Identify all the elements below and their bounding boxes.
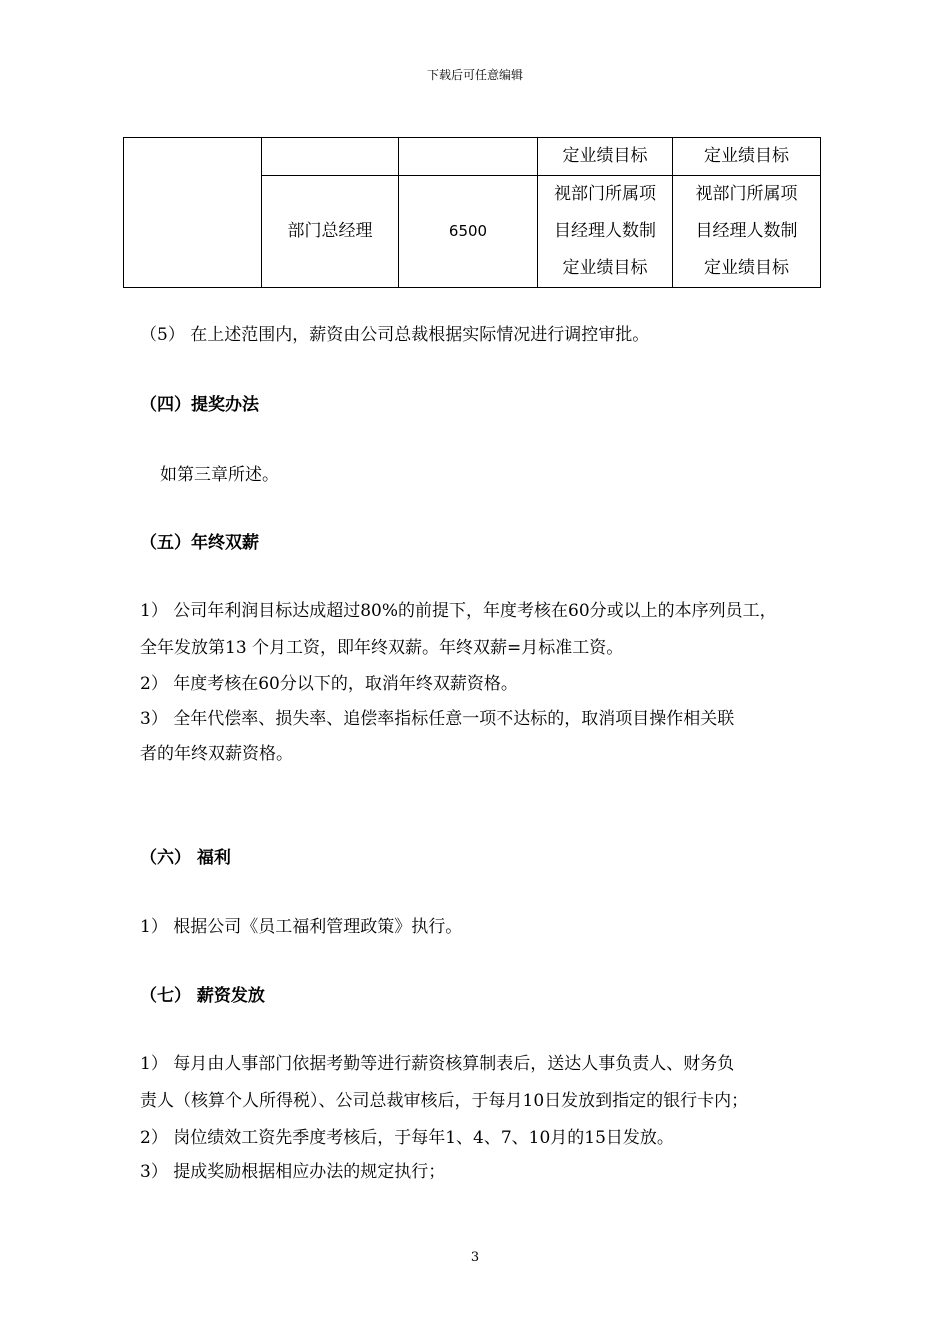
paragraph-line: 2） 岗位绩效工资先季度考核后，于每年1、4、7、10月的15日发放。	[140, 1128, 674, 1148]
paragraph: （5） 在上述范围内，薪资由公司总裁根据实际情况进行调控审批。	[140, 325, 650, 345]
section-heading: （六） 福利	[140, 848, 231, 868]
paragraph-line: 责人（核算个人所得税）、公司总裁审核后，于每月10日发放到指定的银行卡内；	[140, 1091, 749, 1111]
paragraph-line: 1） 公司年利润目标达成超过80%的前提下，年度考核在60分或以上的本序列员工，	[140, 601, 777, 621]
paragraph-line: 3） 全年代偿率、损失率、追偿率指标任意一项不达标的，取消项目操作相关联	[140, 709, 735, 729]
page-number: 3	[470, 1250, 480, 1265]
table-row	[124, 138, 821, 176]
cell-line: 目经理人数制	[554, 221, 656, 241]
paragraph-line: 者的年终双薪资格。	[140, 744, 293, 764]
cell-line: 目经理人数制	[695, 221, 798, 241]
cell-line: 定业绩目标	[562, 258, 648, 278]
paragraph-line: 2） 年度考核在60分以下的，取消年终双薪资格。	[140, 674, 518, 694]
paragraph-line: 全年发放第13 个月工资，即年终双薪。年终双薪=月标准工资。	[140, 638, 624, 658]
section-heading: （四）提奖办法	[140, 395, 259, 415]
paragraph-line: 3） 提成奖励根据相应办法的规定执行；	[140, 1162, 446, 1182]
salary-table	[123, 137, 821, 288]
cell-line: 视部门所属项	[695, 184, 798, 204]
salary-cell: 6500	[399, 176, 538, 288]
page-header: 下载后可任意编辑	[426, 68, 523, 82]
paragraph-line: 1） 每月由人事部门依据考勤等进行薪资核算制表后，送达人事负责人、财务负	[140, 1054, 735, 1074]
table-cell	[538, 176, 673, 288]
paragraph: 如第三章所述。	[160, 465, 279, 485]
table-cell: 定业绩目标	[538, 138, 673, 176]
table-cell: 定业绩目标	[673, 138, 821, 176]
position-cell: 部门总经理	[262, 176, 399, 288]
section-heading: （五）年终双薪	[140, 533, 259, 553]
table-cell-empty	[262, 138, 399, 176]
table-cell-empty	[399, 138, 538, 176]
paragraph-line: 1） 根据公司《员工福利管理政策》执行。	[140, 917, 463, 937]
section-heading: （七） 薪资发放	[140, 986, 265, 1006]
table-cell-empty	[124, 138, 262, 288]
table-cell	[673, 176, 821, 288]
cell-line: 视部门所属项	[554, 184, 656, 204]
cell-line: 定业绩目标	[704, 258, 789, 278]
